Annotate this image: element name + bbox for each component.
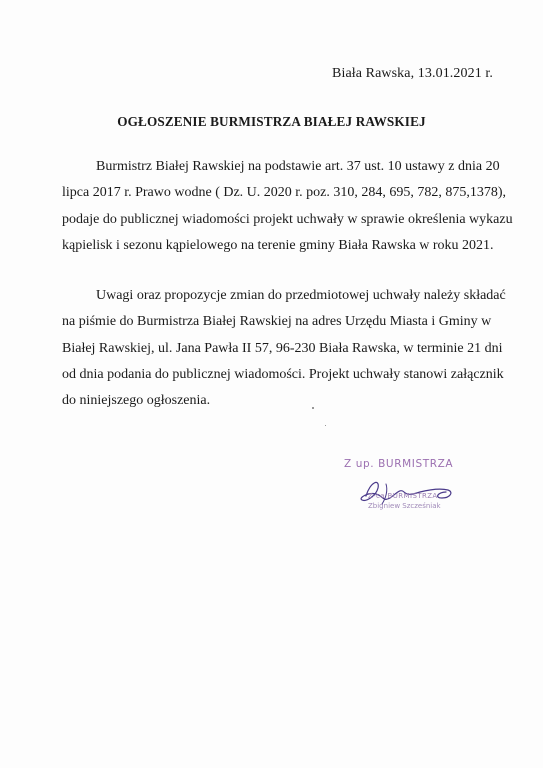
paragraph-line: Uwagi oraz propozycje zmian do przedmiotowej uchwały należy składać [96, 288, 506, 303]
scan-speck [325, 425, 326, 426]
paragraph-line: kąpielisk i sezonu kąpielowego na terenie gminy Biała Rawska w roku 2021. [62, 237, 494, 253]
paragraph-line: Białej Rawskiej, ul. Jana Pawła II 57, 96-230 Biała Rawska, w terminie 21 dni [62, 340, 503, 356]
paragraph-line: do niniejszego ogłoszenia. [62, 393, 211, 409]
stamp-name: Zbigniew Szcześniak [368, 502, 441, 510]
paragraph-legal-basis [62, 154, 513, 259]
stamp-role: Z-ca BURMISTRZA [368, 492, 438, 500]
paragraph-line: na piśmie do Burmistrza Białej Rawskiej na adres Urzędu Miasta i Gminy w [62, 314, 492, 330]
paragraph-line: Burmistrz Białej Rawskiej na podstawie art. 37 ust. 10 ustawy z dnia 20 [96, 159, 500, 174]
stamp-title: Z up. BURMISTRZA [344, 458, 454, 470]
paragraph-line: podaje do publicznej wiadomości projekt uchwały w sprawie określenia wykazu [62, 211, 513, 227]
paragraph-line: od dnia podania do publicznej wiadomości. Projekt uchwały stanowi załącznik [62, 366, 504, 382]
paragraph-comments [62, 283, 506, 414]
scan-speck [312, 407, 314, 409]
official-stamp [328, 456, 468, 526]
paragraph-line: lipca 2017 r. Prawo wodne ( Dz. U. 2020 r. poz. 310, 284, 695, 782, 875,1378), [62, 185, 507, 201]
announcement-title: OGŁOSZENIE BURMISTRZA BIAŁEJ RAWSKIEJ [117, 114, 426, 129]
place-and-date: Biała Rawska, 13.01.2021 r. [332, 66, 493, 81]
